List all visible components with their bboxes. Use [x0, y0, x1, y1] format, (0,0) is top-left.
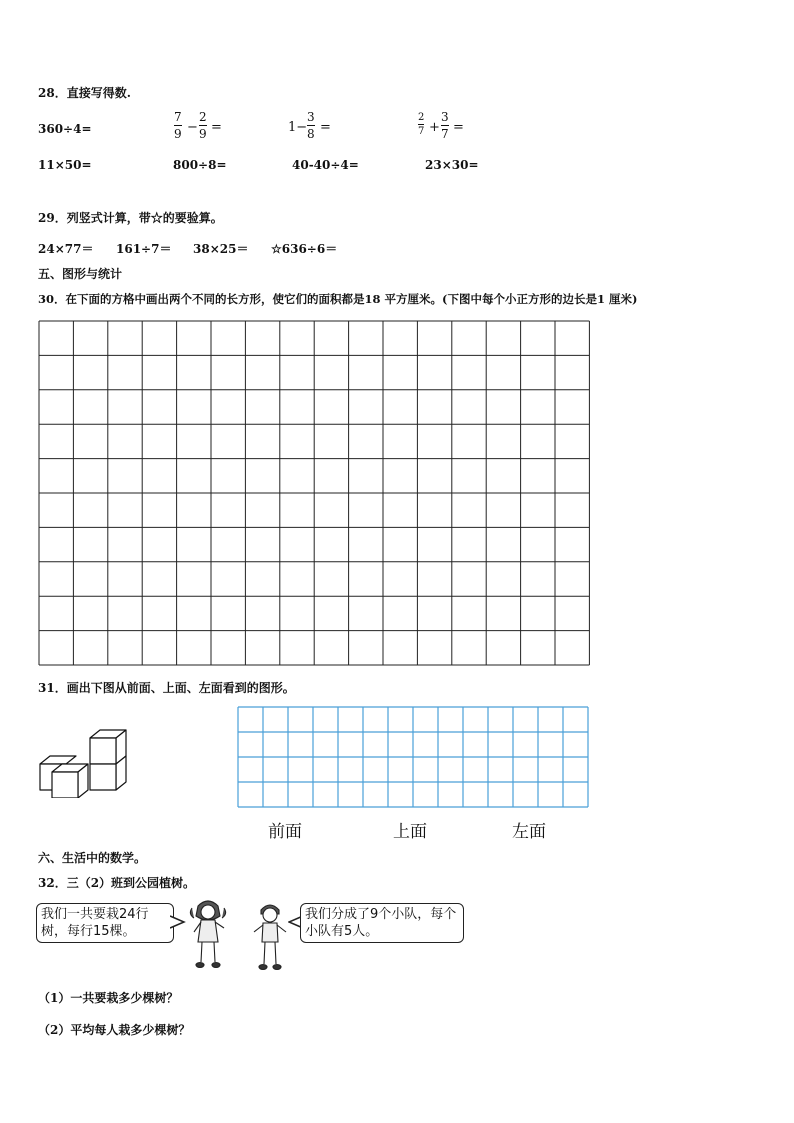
fraction: 3 7: [441, 110, 449, 141]
section-heading-5: 五、图形与统计: [38, 267, 123, 281]
q29-item-2: 161÷7＝: [116, 242, 172, 256]
q29-item-3: 38×25＝: [193, 242, 249, 256]
view-label-front: 前面: [268, 822, 302, 842]
plus-sign: +: [429, 120, 440, 135]
q30-answer-grid[interactable]: [38, 320, 592, 666]
q28-item-8: 23×30=: [425, 158, 479, 172]
q28-item-7: 40-40÷4=: [292, 158, 359, 172]
speech-bubble-boy: 我们分成了9个小队，每个小队有5人。: [300, 903, 464, 943]
fraction: 2 9: [199, 110, 207, 141]
one-minus: 1−: [288, 120, 308, 135]
girl-illustration: [188, 898, 228, 974]
section-heading-6: 六、生活中的数学。: [38, 851, 147, 865]
q29-title: 29．列竖式计算，带☆的要验算。: [38, 211, 223, 225]
fraction: 7 9: [174, 110, 182, 141]
speech-bubble-girl: 我们一共要栽24行树，每行15棵。: [36, 903, 174, 943]
cube-stack-figure: [38, 718, 130, 798]
equals-sign: =: [453, 120, 464, 135]
fraction: 3 8: [307, 110, 315, 141]
q28-item-6: 800÷8=: [173, 158, 227, 172]
q28-item-5: 11×50=: [38, 158, 92, 172]
view-label-top: 上面: [393, 822, 427, 842]
minus-sign: −: [187, 120, 198, 135]
q31-title: 31．画出下图从前面、上面、左面看到的图形。: [38, 681, 295, 695]
q30-title: 30．在下面的方格中画出两个不同的长方形，使它们的面积都是18 平方厘米。(下图中每个小正方形的边长是1 厘米): [38, 292, 638, 306]
equals-sign: =: [211, 120, 222, 135]
q32-subquestion-1: （1）一共要栽多少棵树？: [38, 991, 179, 1005]
q28-title: 28．直接写得数.: [38, 86, 131, 100]
fraction: 2 7: [418, 112, 425, 137]
q32-subquestion-2: （2）平均每人栽多少棵树？: [38, 1023, 191, 1037]
q29-item-1: 24×77＝: [38, 242, 94, 256]
q31-answer-grid[interactable]: [237, 706, 591, 810]
boy-illustration: [250, 900, 290, 976]
q29-item-4: ☆636÷6＝: [271, 242, 338, 256]
q28-item-1: 360÷4=: [38, 122, 92, 136]
view-label-left: 左面: [512, 822, 546, 842]
q32-title: 32．三（2）班到公园植树。: [38, 876, 196, 890]
equals-sign: =: [320, 120, 331, 135]
bubble-tail-icon: [170, 914, 186, 930]
